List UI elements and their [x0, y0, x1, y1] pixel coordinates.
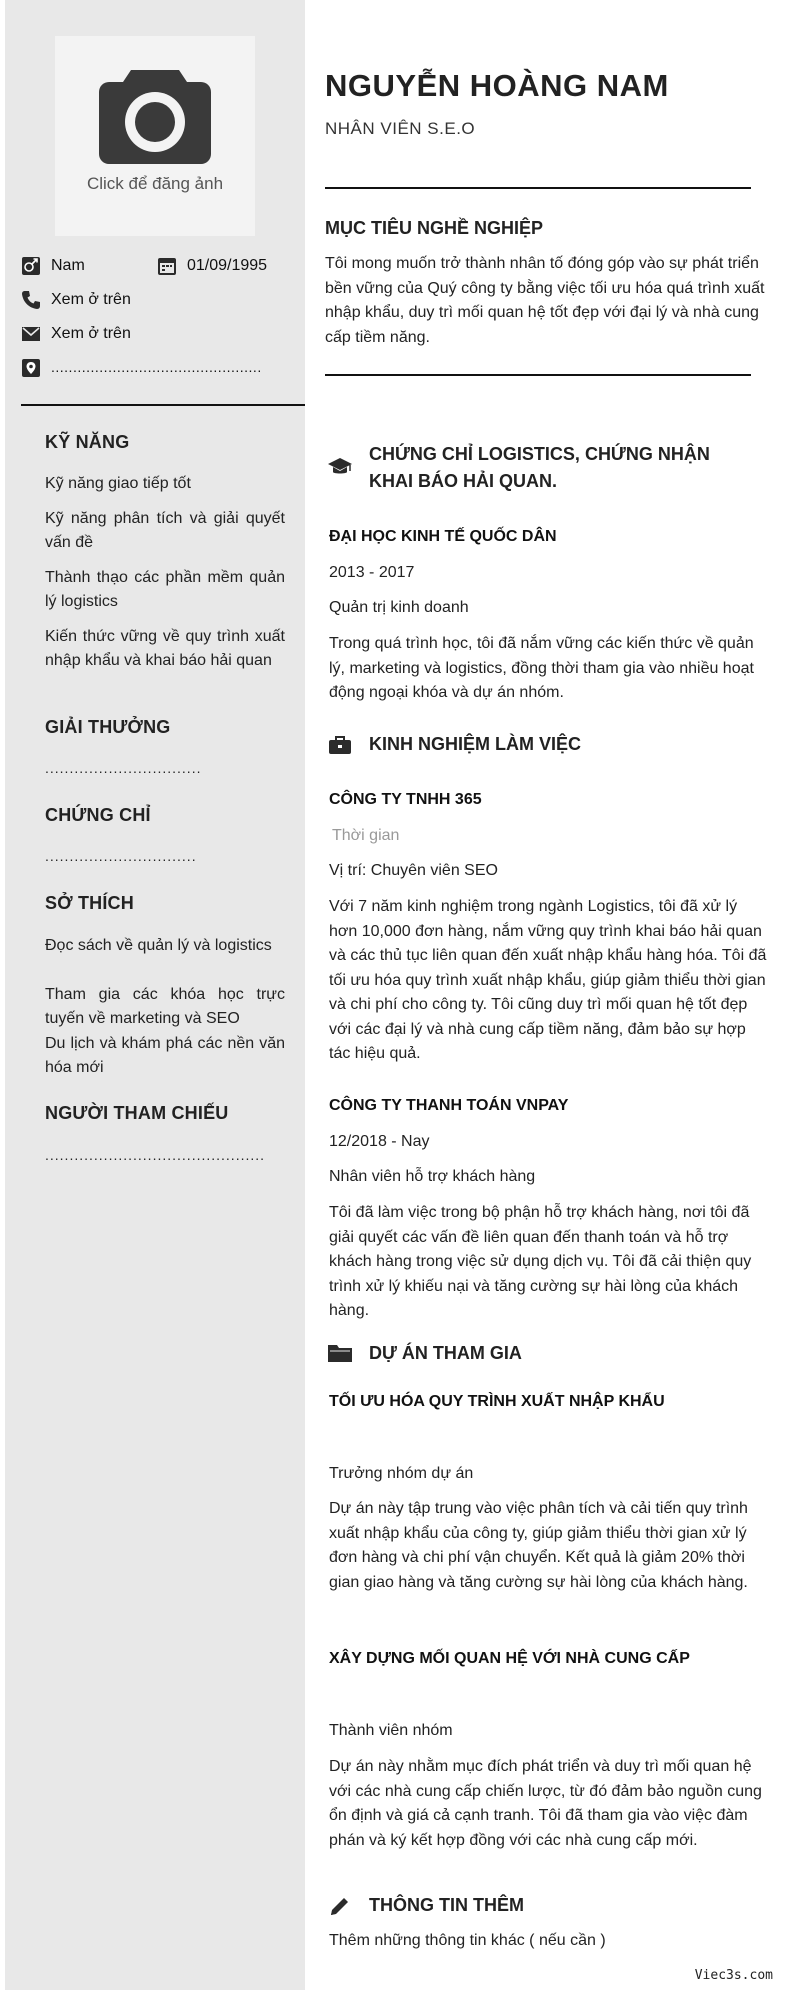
education-major: Quản trị kinh doanh — [329, 599, 469, 616]
project-name: XÂY DỰNG MỐI QUAN HỆ VỚI NHÀ CUNG CẤP — [329, 1650, 690, 1667]
awards-section — [45, 717, 285, 738]
education-period: 2013 - 2017 — [329, 564, 415, 581]
school-name: ĐẠI HỌC KINH TẾ QUỐC DÂN — [329, 528, 557, 545]
email-value: Xem ở trên — [51, 325, 131, 342]
hobby-item: Du lịch và khám phá các nền văn hóa mới — [45, 1035, 285, 1076]
sidebar — [5, 0, 305, 1990]
project-name: TỐI ƯU HÓA QUY TRÌNH XUẤT NHẬP KHẨU — [329, 1393, 665, 1410]
education-title: CHỨNG CHỈ LOGISTICS, CHỨNG NHẬN KHAI BÁO HẢI QUAN. — [369, 444, 710, 491]
location-pin-icon — [21, 358, 41, 378]
objective-title: MỤC TIÊU NGHỀ NGHIỆP — [325, 218, 544, 238]
references-section — [45, 1103, 285, 1124]
gender-value: Nam — [51, 257, 85, 274]
awards-title: GIẢI THƯỞNG — [45, 717, 171, 737]
main-content — [305, 0, 800, 1990]
job-position: Vị trí: Chuyên viên SEO — [329, 862, 498, 879]
objective-text: Tôi mong muốn trở thành nhân tố đóng góp vào sự phát triển bền vững của Quý công ty bằng việc tối ưu hóa quá trình xuất nhập khẩu, duy trì mối quan hệ tốt đẹp với đại lý và nhà cung cấp tiềm năng. — [325, 255, 765, 346]
project-role: Trưởng nhóm dự án — [329, 1465, 474, 1482]
skill-item: Kiến thức vững về quy trình xuất nhập khẩu và khai báo hải quan — [45, 628, 285, 669]
header-divider — [325, 187, 751, 189]
project-description: Dự án này tập trung vào việc phân tích và cải tiến quy trình xuất nhập khẩu của công ty, giúp giảm thiểu thời gian xử lý đơn hàng và chi phí vận chuyển. Kết quả là giảm 20% thời gian giao hàng và tăng cường sự hài lòng của khách hàng. — [329, 1500, 748, 1591]
candidate-role: NHÂN VIÊN S.E.O — [325, 119, 476, 138]
phone-value: Xem ở trên — [51, 291, 131, 308]
education-description: Trong quá trình học, tôi đã nắm vững các kiến thức về quản lý, marketing và logistics, đồng thời tham gia vào nhiều hoạt động ngoại khóa và dự án nhóm. — [329, 635, 754, 701]
pencil-icon — [327, 1895, 353, 1917]
skills-section — [45, 432, 285, 453]
hobby-item: Đọc sách về quản lý và logistics — [45, 937, 272, 954]
folder-icon — [327, 1342, 353, 1364]
hobby-item: Tham gia các khóa học trực tuyến về marketing và SEO — [45, 986, 285, 1027]
job-description: Với 7 năm kinh nghiệm trong ngành Logistics, tôi đã xử lý hơn 10,000 đơn hàng, nắm vững quy trình khai báo hải quan và các thủ tục liên quan đến xuất nhập khẩu hàng hóa. Tôi đã tối ưu hóa quy trình xuất nhập khẩu, giúp giảm thiểu thời gian và chi phí cho công ty. Tôi cũng duy trì mối quan hệ tốt đẹp với các đại lý và nhà cung cấp tiềm năng, đảm bảo sự hợp tác hiệu quả. — [329, 898, 767, 1062]
camera-icon — [95, 64, 215, 168]
certificates-title: CHỨNG CHỈ — [45, 805, 151, 825]
skill-item: Kỹ năng phân tích và giải quyết vấn đề — [45, 510, 285, 551]
phone-icon — [21, 290, 41, 310]
job-position: Nhân viên hỗ trợ khách hàng — [329, 1168, 536, 1185]
envelope-icon — [21, 324, 41, 344]
certificates-placeholder: ............................... — [45, 848, 197, 864]
awards-placeholder: ................................ — [45, 760, 202, 776]
objective-divider — [325, 374, 751, 376]
projects-title: DỰ ÁN THAM GIA — [369, 1343, 522, 1363]
graduation-cap-icon — [327, 455, 353, 477]
extra-info-title: THÔNG TIN THÊM — [369, 1895, 524, 1915]
extra-info-text: Thêm những thông tin khác ( nếu cần ) — [329, 1932, 606, 1949]
job-company: CÔNG TY THANH TOÁN VNPAY — [329, 1097, 569, 1114]
job-period: Thời gian — [332, 827, 400, 844]
hobbies-section — [45, 893, 285, 914]
briefcase-icon — [327, 734, 353, 756]
project-description: Dự án này nhằm mục đích phát triển và duy trì mối quan hệ với các nhà cung cấp chiến lược, từ đó đảm bảo nguồn cung ổn định và giá cả cạnh tranh. Tôi đã tham gia vào việc đàm phán và ký kết hợp đồng với các nhà cung cấp mới. — [329, 1758, 762, 1849]
references-placeholder: ............................................. — [45, 1147, 266, 1163]
skill-item: Thành thạo các phần mềm quản lý logistics — [45, 569, 285, 610]
skill-item: Kỹ năng giao tiếp tốt — [45, 475, 191, 492]
hobbies-title: SỞ THÍCH — [45, 893, 134, 913]
photo-upload-label: Click để đăng ảnh — [86, 174, 224, 193]
sidebar-divider — [21, 404, 305, 406]
candidate-name: NGUYỄN HOÀNG NAM — [325, 68, 669, 103]
footer-brand: Viec3s.com — [694, 1968, 773, 1983]
job-description: Tôi đã làm việc trong bộ phận hỗ trợ khách hàng, nơi tôi đã giải quyết các vấn đề liên quan đến thanh toán và hỗ trợ khách hàng trong việc sử dụng dịch vụ. Tôi đã cải thiện quy trình xử lý khiếu nại và tăng cường sự hài lòng của khách hàng. — [329, 1204, 752, 1319]
experience-title: KINH NGHIỆM LÀM VIỆC — [369, 734, 582, 754]
gender-icon — [21, 256, 41, 276]
references-title: NGƯỜI THAM CHIẾU — [45, 1103, 229, 1123]
certificates-section — [45, 805, 285, 826]
address-value: ................................................ — [51, 359, 262, 375]
calendar-icon — [157, 256, 177, 276]
project-role: Thành viên nhóm — [329, 1722, 453, 1739]
job-company: CÔNG TY TNHH 365 — [329, 791, 482, 808]
job-period: 12/2018 - Nay — [329, 1133, 430, 1150]
skills-title: KỸ NĂNG — [45, 432, 130, 452]
birthday-value: 01/09/1995 — [187, 257, 268, 274]
photo-upload[interactable] — [55, 36, 255, 236]
